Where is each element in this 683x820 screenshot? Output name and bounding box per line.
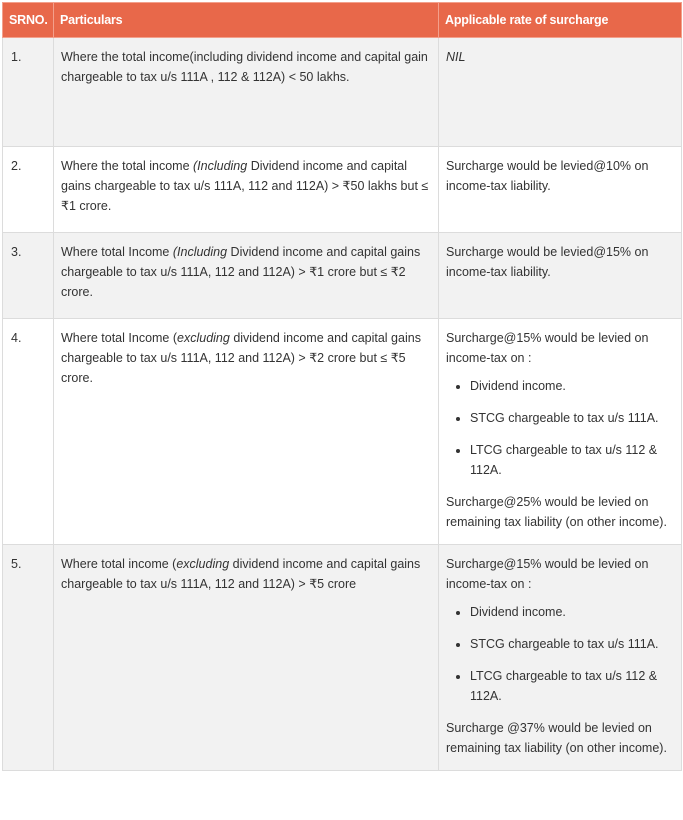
particulars-text: Where the total income bbox=[61, 159, 194, 173]
row-particulars bbox=[54, 38, 439, 147]
row-rate bbox=[439, 38, 682, 147]
list-item: • STCG chargeable to tax u/s 111A. bbox=[470, 408, 674, 428]
rate-text: NIL bbox=[446, 50, 466, 64]
particulars-text: Where the total income(including dividend income and capital gain chargeable to tax u/s 111A , 112 & 112A) < 50 lakhs. bbox=[61, 50, 428, 84]
table-row bbox=[3, 38, 682, 147]
list-item: • LTCG chargeable to tax u/s 112 & 112A. bbox=[470, 666, 674, 706]
particulars-emphasis: (Including bbox=[193, 159, 248, 173]
header-rate: Applicable rate of surcharge bbox=[439, 3, 682, 38]
particulars-text: Dividend income and capital gains chargeable to tax u/s 111A, 112 and 112A) > ₹50 lakhs but ≤ ₹1 crore. bbox=[61, 159, 429, 213]
table-row bbox=[3, 319, 682, 545]
header-srno: SRNO. bbox=[3, 3, 54, 38]
table-row bbox=[3, 545, 682, 771]
row-rate bbox=[439, 545, 682, 771]
list-item: • STCG chargeable to tax u/s 111A. bbox=[470, 634, 674, 654]
row-rate bbox=[439, 319, 682, 545]
header-particulars: Particulars bbox=[54, 3, 439, 38]
surcharge-table bbox=[2, 2, 682, 771]
particulars-emphasis: excluding bbox=[176, 557, 230, 571]
row-srno: 3. bbox=[3, 233, 54, 319]
table-row bbox=[3, 147, 682, 233]
row-particulars bbox=[54, 147, 439, 233]
particulars-text: Where total Income bbox=[61, 245, 173, 259]
list-item: • Dividend income. bbox=[470, 376, 674, 396]
row-particulars bbox=[54, 233, 439, 319]
rate-list bbox=[446, 602, 674, 706]
row-srno: 4. bbox=[3, 319, 54, 545]
list-item: • LTCG chargeable to tax u/s 112 & 112A. bbox=[470, 440, 674, 480]
rate-outro: Surcharge @37% would be levied on remaining tax liability (on other income). bbox=[446, 721, 667, 755]
particulars-text: Where total income ( bbox=[61, 557, 177, 571]
row-srno: 1. bbox=[3, 38, 54, 147]
list-item: • Dividend income. bbox=[470, 602, 674, 622]
particulars-text: Dividend income and capital gains chargeable to tax u/s 111A, 112 and 112A) > ₹1 crore but ≤ ₹2 crore. bbox=[61, 245, 421, 299]
rate-outro: Surcharge@25% would be levied on remaining tax liability (on other income). bbox=[446, 495, 667, 529]
row-rate: Surcharge would be levied@10% on income-tax liability. bbox=[439, 147, 682, 233]
row-srno: 2. bbox=[3, 147, 54, 233]
table-header-row bbox=[3, 3, 682, 38]
particulars-emphasis: (Including bbox=[172, 245, 228, 259]
rate-intro: Surcharge@15% would be levied on income-tax on : bbox=[446, 557, 649, 591]
rate-intro: Surcharge@15% would be levied on income-tax on : bbox=[446, 331, 649, 365]
row-srno: 5. bbox=[3, 545, 54, 771]
particulars-text: dividend income and capital gains chargeable to tax u/s 111A, 112 and 112A) > ₹2 crore but ≤ ₹5 crore. bbox=[61, 331, 421, 385]
particulars-text: Where total Income ( bbox=[61, 331, 178, 345]
table-row bbox=[3, 233, 682, 319]
particulars-text: dividend income and capital gains chargeable to tax u/s 111A, 112 and 112A) > ₹5 crore bbox=[61, 557, 421, 591]
row-rate: Surcharge would be levied@15% on income-tax liability. bbox=[439, 233, 682, 319]
rate-list bbox=[446, 376, 674, 480]
row-particulars bbox=[54, 319, 439, 545]
row-particulars bbox=[54, 545, 439, 771]
particulars-emphasis: excluding bbox=[177, 331, 230, 345]
